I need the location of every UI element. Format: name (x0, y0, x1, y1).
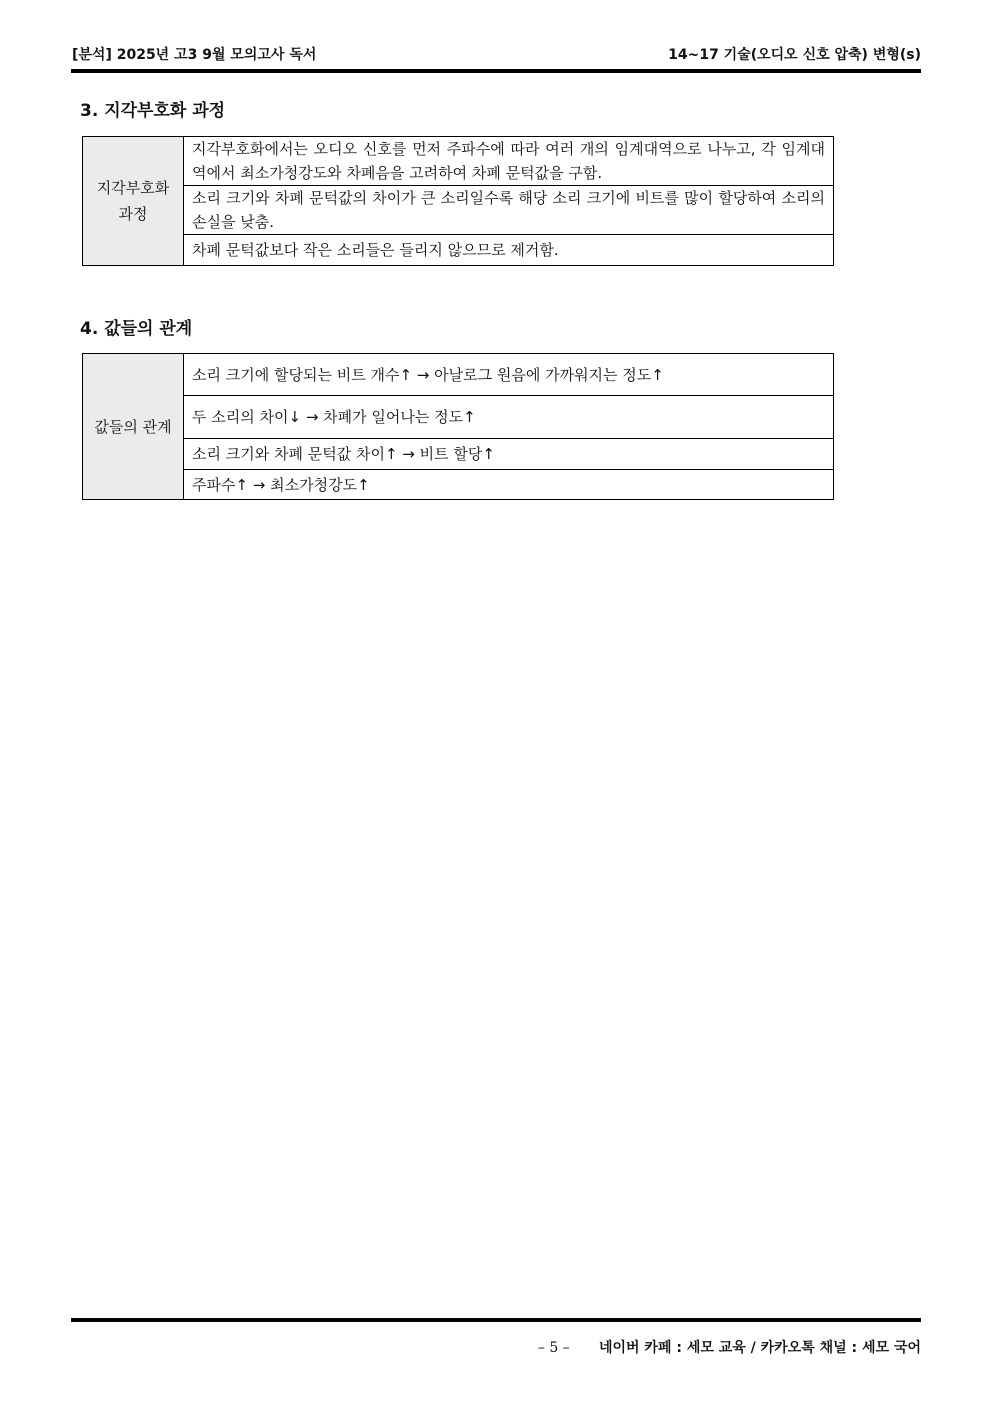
header-left-title: [분석] 2025년 고3 9월 모의고사 독서 (72, 47, 317, 63)
page-number: – 5 – (537, 1340, 570, 1356)
section-4-row-3: 소리 크기와 차폐 문턱값 차이↑ → 비트 할당↑ (184, 439, 834, 470)
section-3-row-3: 차폐 문턱값보다 작은 소리들은 들리지 않으므로 제거함. (184, 235, 834, 266)
header-divider (71, 69, 921, 73)
section-3-label-text: 지각부호화 과정 (96, 179, 170, 223)
section-3-title: 3. 지각부호화 과정 (80, 101, 226, 121)
header-right-title: 14~17 기술(오디오 신호 압축) 변형(s) (668, 47, 921, 63)
footer-text: 네이버 카페 : 세모 교육 / 카카오톡 채널 : 세모 국어 (598, 1340, 921, 1356)
section-4-row-label (83, 354, 184, 500)
section-4-row-2: 두 소리의 차이↓ → 차폐가 일어나는 정도↑ (184, 396, 834, 439)
section-4-label-text: 값들의 관계 (94, 417, 172, 436)
section-3-row-label (83, 137, 184, 266)
section-4-row-1: 소리 크기에 할당되는 비트 개수↑ → 아날로그 원음에 가까워지는 정도↑ (184, 354, 834, 396)
footer-divider (71, 1318, 921, 1322)
page-footer (538, 1337, 921, 1357)
section-4-title: 4. 값들의 관계 (80, 319, 193, 339)
page-header (72, 44, 921, 66)
section-4-row-4: 주파수↑ → 최소가청강도↑ (184, 470, 834, 500)
section-3-table (82, 136, 834, 266)
section-3-row-1: 지각부호화에서는 오디오 신호를 먼저 주파수에 따라 여러 개의 임계대역으로 나누고, 각 임계대역에서 최소가청강도와 차폐음을 고려하여 차폐 문턱값을 구함. (184, 137, 834, 186)
section-4-table (82, 353, 834, 500)
section-3-row-2: 소리 크기와 차폐 문턱값의 차이가 큰 소리일수록 해당 소리 크기에 비트를 많이 할당하여 소리의 손실을 낮춤. (184, 186, 834, 235)
